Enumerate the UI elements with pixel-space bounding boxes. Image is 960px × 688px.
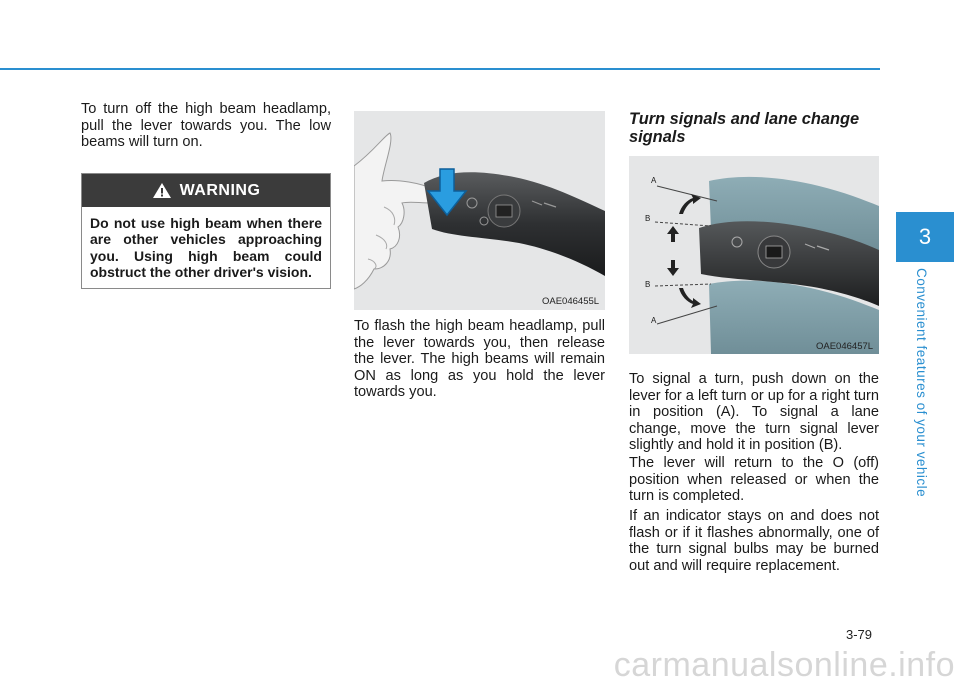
turn-signal-lever-illustration [629, 156, 879, 354]
chapter-title: Convenient features of your vehicle [914, 268, 929, 498]
warning-triangle-icon [152, 182, 172, 199]
photo-caption-flash: OAE046455L [542, 296, 600, 307]
position-label-b-top: B [645, 214, 651, 223]
position-label-a-top: A [651, 176, 657, 185]
position-label-a-bottom: A [651, 316, 657, 325]
section-heading: Turn signals and lane change signals [629, 110, 860, 146]
chapter-tab: 3 [896, 212, 954, 262]
warning-header [82, 174, 330, 207]
position-label-b-bottom: B [645, 280, 651, 289]
warning-box [81, 173, 331, 289]
watermark: carmanualsonline.info [613, 646, 955, 684]
page-number: 3-79 [846, 627, 873, 642]
flash-lever-illustration [354, 111, 605, 310]
warning-text: Do not use high beam when there are other vehicles approaching you. Using high beam could obstruct the other driver's vision. [90, 215, 322, 281]
high-beam-off-paragraph: To turn off the high beam headlamp, pull the lever towards you. The low beams will turn on. [81, 101, 331, 151]
flash-high-beam-paragraph: To flash the high beam headlamp, pull the lever towards you, then release the lever. The high beams will remain ON as long as you hold the lever towards you. [354, 318, 605, 401]
top-rule [0, 68, 880, 70]
indicator-fault-paragraph: If an indicator stays on and does not flash or if it flashes abnormally, one of the turn signal bulbs may be burned out and will require replacement. [629, 508, 879, 574]
photo-caption-turn-signal: OAE046457L [816, 341, 874, 352]
warning-title: WARNING [179, 181, 261, 199]
lever-return-paragraph: The lever will return to the O (off) position when released or when the turn is completed. [629, 455, 879, 505]
turn-signal-paragraph: To signal a turn, push down on the lever for a left turn or up for a right turn in position (A). To signal a lane change, move the turn signal lever slightly and hold it in position (B). [629, 371, 879, 454]
